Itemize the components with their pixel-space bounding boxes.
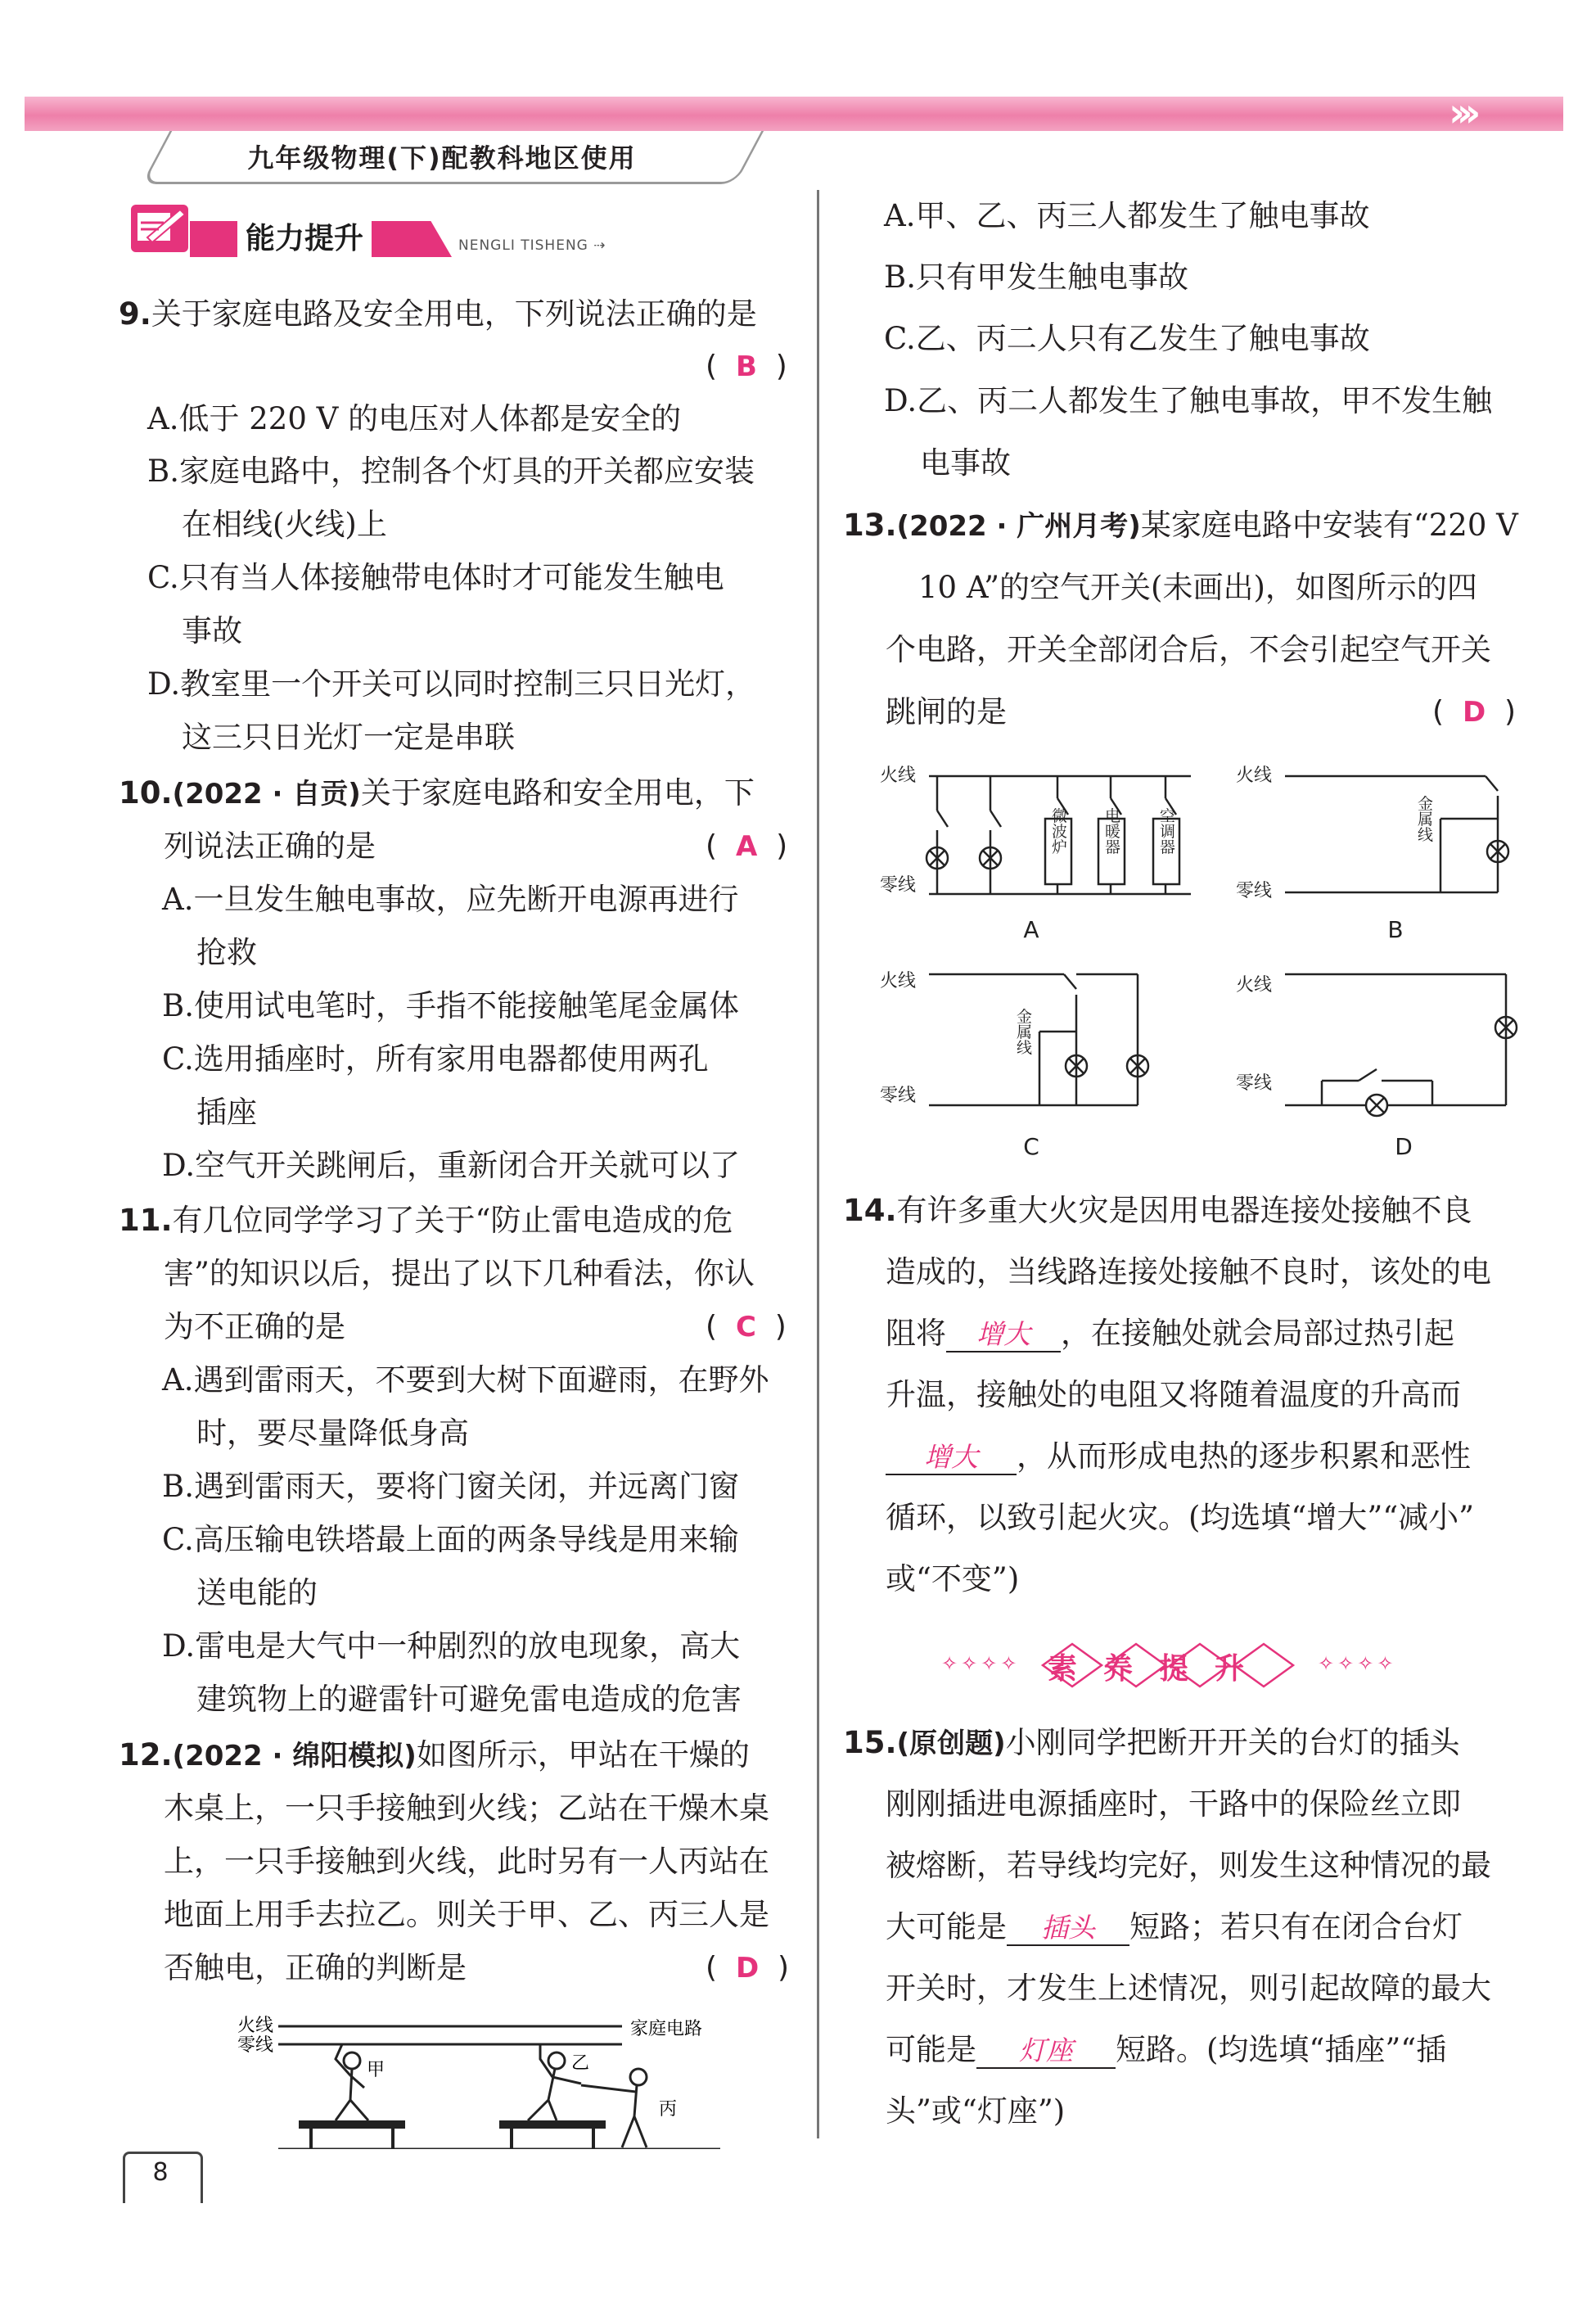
q12-figure xyxy=(229,2010,769,2149)
q11-option-c: C.高压输电铁塔最上面的两条导线是用来输 xyxy=(162,1522,739,1557)
q12-stem-cont3: 地面上用手去拉乙。则关于甲、乙、丙三人是 xyxy=(164,1897,769,1932)
q11-option-a: A.遇到雷雨天，不要到大树下面避雨，在野外 xyxy=(162,1362,769,1398)
q10-option-b: B.使用试电笔时，手指不能接触笔尾金属体 xyxy=(162,988,739,1023)
q11-option-d: D.雷电是大气中一种剧烈的放电现象，高大 xyxy=(162,1628,741,1664)
q13-b-metal-label: 金属线 xyxy=(1415,795,1433,842)
q10-option-c-cont: 插座 xyxy=(196,1095,257,1130)
q14-stem: 14.有许多重大火灾是因用电器连接处接触不良 xyxy=(843,1193,1472,1228)
q10-stem: 10.(2022 · 自贡)关于家庭电路和安全用电，下 xyxy=(119,775,755,811)
q12-option-b: B.只有甲发生触电事故 xyxy=(884,260,1188,295)
q13-answer-box: ( D ) xyxy=(1432,695,1517,729)
q13-stem-cont1: 10 A”的空气开关(未画出)，如图所示的四 xyxy=(918,570,1477,605)
q11-stem: 11.有几位同学学习了关于“防止雷电造成的危 xyxy=(119,1203,733,1238)
q9-stem: 9.关于家庭电路及安全用电，下列说法正确的是 xyxy=(119,296,757,332)
banner-arrows-icon: ››› xyxy=(1449,90,1473,136)
page-number: 8 xyxy=(152,2158,169,2187)
q13-c-neutral: 零线 xyxy=(880,1086,917,1106)
q14-blank1: 增大 xyxy=(946,1318,1061,1352)
q9-answer-box: ( B ) xyxy=(706,350,787,383)
q13-microwave-label: 微波炉 xyxy=(1049,807,1067,855)
q10-answer: A xyxy=(735,830,758,863)
q11-option-c-cont: 送电能的 xyxy=(196,1575,318,1610)
q15-line7: 头”或“灯座”) xyxy=(886,2093,1066,2129)
q15-stem: 15.(原创题)小刚同学把断开开关的台灯的插头 xyxy=(843,1725,1460,1760)
series-title: 九年级物理(下)配教科地区使用 xyxy=(247,142,637,174)
q13-d-neutral: 零线 xyxy=(1236,1073,1273,1094)
section2-title: 素养提升 xyxy=(1048,1652,1271,1686)
q14-line4: 升温，接触处的电阻又将随着温度的升高而 xyxy=(886,1377,1461,1412)
q14-line2: 造成的，当线路连接处接触不良时，该处的电 xyxy=(886,1254,1491,1289)
q15-line6: 可能是 灯座 短路。(均选填“插座”“插 xyxy=(886,2032,1447,2067)
q13-d-live: 火线 xyxy=(1236,975,1273,996)
section-subtitle: NENGLI TISHENG ⇢ xyxy=(458,237,606,254)
q14-line6: 循环，以致引起火灾。(均选填“增大”“减小” xyxy=(886,1500,1475,1535)
q13-stem-cont3: 跳闸的是 xyxy=(886,694,1007,729)
q13-c-metal-label: 金属线 xyxy=(1014,1008,1032,1055)
q12-live-label: 火线 xyxy=(237,2016,274,2036)
q12-option-c: C.乙、丙二人只有乙发生了触电事故 xyxy=(884,321,1370,356)
q9-option-b-cont: 在相线(火线)上 xyxy=(182,507,387,542)
q11-answer-box: ( C ) xyxy=(706,1310,787,1343)
q12-person-c: 丙 xyxy=(659,2099,678,2120)
q11-stem-cont2: 为不正确的是 xyxy=(164,1309,345,1344)
q15-blank1: 插头 xyxy=(1007,1912,1129,1946)
q13-figures xyxy=(876,761,1580,1163)
section2-stars-left: ✧✧✧✧ xyxy=(941,1652,1021,1675)
q13-answer: D xyxy=(1462,696,1486,729)
q13-label-a: A xyxy=(1023,916,1039,943)
q14-line3: 阻将 增大 ，在接触处就会局部过热引起 xyxy=(886,1316,1454,1351)
q13-stem-cont2: 个电路，开关全部闭合后，不会引起空气开关 xyxy=(886,632,1491,667)
q14-blank2: 增大 xyxy=(886,1441,1017,1475)
q14-line7: 或“不变”) xyxy=(886,1561,1020,1596)
q12-stem: 12.(2022 · 绵阳模拟)如图所示，甲站在干燥的 xyxy=(119,1737,750,1772)
q13-b-live: 火线 xyxy=(1236,765,1273,786)
q13-stem: 13.(2022 · 广州月考)某家庭电路中安装有“220 V xyxy=(843,508,1518,543)
q9-option-d-cont: 这三只日光灯一定是串联 xyxy=(182,720,515,755)
q13-heater-label: 电暖器 xyxy=(1102,807,1120,855)
section2-stars-right: ✧✧✧✧ xyxy=(1318,1652,1397,1675)
q11-option-a-cont: 时，要尽量降低身高 xyxy=(196,1416,469,1451)
q12-person-a: 甲 xyxy=(367,2060,385,2080)
q13-a-live: 火线 xyxy=(880,765,917,786)
q12-answer-box: ( D ) xyxy=(706,1951,790,1985)
q9-answer: B xyxy=(735,350,757,383)
top-banner xyxy=(25,97,1563,131)
q11-stem-cont1: 害”的知识以后，提出了以下几种看法，你认 xyxy=(164,1256,755,1291)
q9-option-b: B.家庭电路中，控制各个灯具的开关都应安装 xyxy=(147,454,755,489)
q9-option-d: D.教室里一个开关可以同时控制三只日光灯， xyxy=(147,666,756,702)
q13-ac-label: 空调器 xyxy=(1157,807,1175,855)
q12-option-d: D.乙、丙二人都发生了触电事故，甲不发生触 xyxy=(884,383,1493,418)
q12-stem-cont4: 否触电，正确的判断是 xyxy=(164,1950,467,1985)
q12-option-d-cont: 电事故 xyxy=(920,445,1011,481)
q15-line2: 刚刚插进电源插座时，干路中的保险丝立即 xyxy=(886,1786,1461,1822)
q9-option-c: C.只有当人体接触带电体时才可能发生触电 xyxy=(147,560,724,595)
pencil-note-icon xyxy=(131,205,188,252)
q12-neutral-label: 零线 xyxy=(237,2035,274,2056)
q13-label-c: C xyxy=(1023,1133,1039,1160)
column-divider xyxy=(817,190,819,2138)
q12-circuit-label: 家庭电路 xyxy=(630,2019,703,2039)
q11-answer: C xyxy=(735,1311,756,1343)
section-title: 能力提升 xyxy=(237,221,372,257)
q12-stem-cont2: 上，一只手接触到火线，此时另有一人丙站在 xyxy=(164,1844,769,1879)
q15-line5: 开关时，才发生上述情况，则引起故障的最大 xyxy=(886,1971,1491,2006)
q10-option-a: A.一旦发生触电事故，应先断开电源再进行 xyxy=(162,882,739,917)
q9-option-a: A.低于 220 V 的电压对人体都是安全的 xyxy=(147,401,682,436)
q12-stem-cont1: 木桌上，一只手接触到火线；乙站在干燥木桌 xyxy=(164,1790,769,1826)
q10-option-a-cont: 抢救 xyxy=(196,935,257,970)
q13-a-neutral: 零线 xyxy=(880,875,917,896)
q11-option-b: B.遇到雷雨天，要将门窗关闭，并远离门窗 xyxy=(162,1469,739,1504)
q15-blank2: 灯座 xyxy=(976,2034,1116,2069)
q15-line4: 大可能是 插头 短路；若只有在闭合台灯 xyxy=(886,1909,1463,1944)
q14-line5: 增大 ，从而形成电热的逐步积累和恶性 xyxy=(886,1437,1471,1476)
q10-option-d: D.空气开关跳闸后，重新闭合开关就可以了 xyxy=(162,1148,741,1183)
q13-label-b: B xyxy=(1387,916,1404,943)
q10-answer-box: ( A ) xyxy=(706,829,788,863)
q11-option-d-cont: 建筑物上的避雷针可避免雷电造成的危害 xyxy=(196,1682,742,1717)
q10-option-c: C.选用插座时，所有家用电器都使用两孔 xyxy=(162,1041,709,1077)
q13-label-d: D xyxy=(1395,1133,1413,1160)
q13-c-live: 火线 xyxy=(880,971,917,991)
q15-line3: 被熔断，若导线均完好，则发生这种情况的最 xyxy=(886,1848,1491,1883)
q12-person-b: 乙 xyxy=(571,2053,590,2074)
q12-answer: D xyxy=(735,1952,760,1985)
q10-stem-cont: 列说法正确的是 xyxy=(164,829,376,864)
q12-option-a: A.甲、乙、丙三人都发生了触电事故 xyxy=(884,198,1370,233)
q9-option-c-cont: 事故 xyxy=(182,613,242,648)
q13-b-neutral: 零线 xyxy=(1236,881,1273,901)
